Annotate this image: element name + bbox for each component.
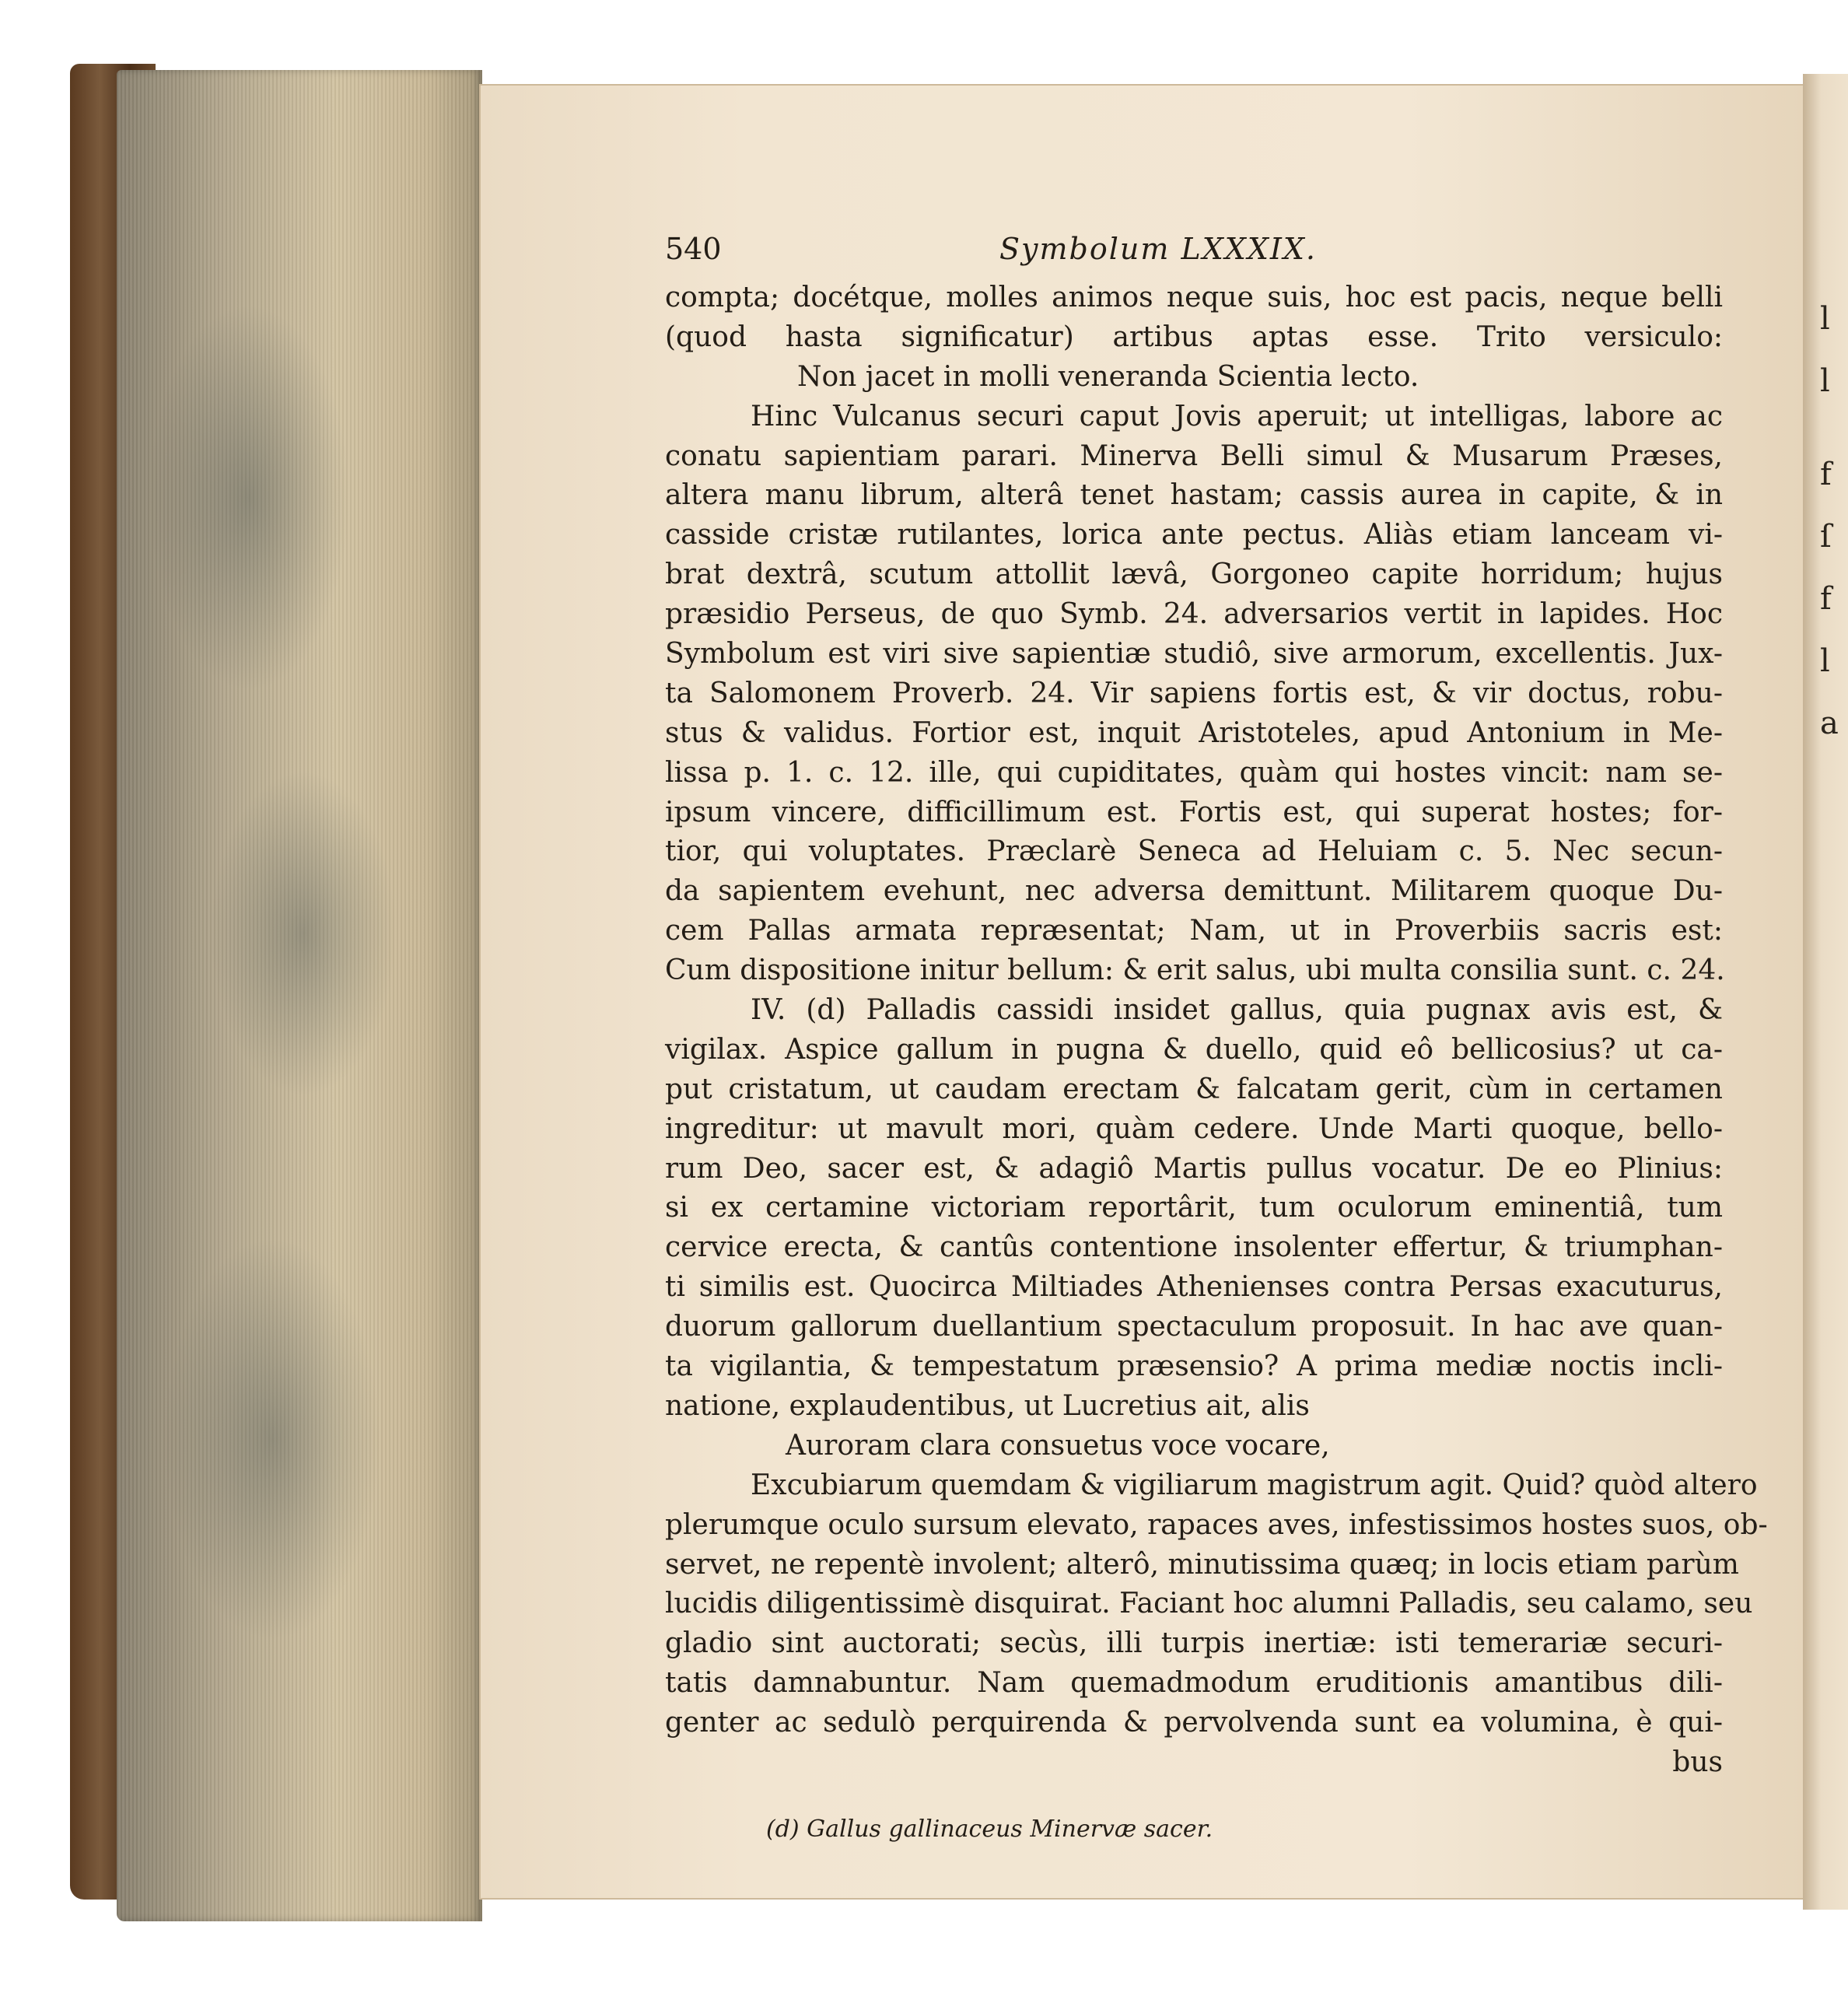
- text-line: Symbolum est viri sive sapientiæ studiô, sive armorum, excellentis. Jux-: [665, 638, 1723, 671]
- text-line: ipsum vincere, difficillimum est. Fortis est, qui superat hostes; for-: [665, 796, 1723, 828]
- footnote: (d) Gallus gallinaceus Minervæ sacer.: [766, 1815, 1213, 1843]
- text-line: ta Salomonem Proverb. 24. Vir sapiens fortis est, & vir doctus, robu-: [665, 677, 1723, 709]
- text-line: præsidio Perseus, de quo Symb. 24. adversarios vertit in lapides. Hoc: [665, 598, 1723, 631]
- text-line: (quod hasta significatur) artibus aptas esse. Trito versiculo:: [665, 320, 1723, 353]
- text-line: ti similis est. Quocirca Miltiades Athenienses contra Persas exacuturus,: [665, 1271, 1723, 1304]
- text-line: lissa p. 1. c. 12. ille, qui cupiditates, quàm qui hostes vincit: nam se-: [665, 756, 1723, 789]
- text-line: gladio sint auctorati; secùs, illi turpis inertiæ: isti temerariæ securi-: [665, 1627, 1723, 1660]
- page-block-fore-edge: [117, 70, 482, 1921]
- text-line: tatis damnabuntur. Nam quemadmodum eruditionis amantibus dili-: [665, 1667, 1723, 1700]
- text-line: tior, qui voluptates. Præclarè Seneca ad Heluiam c. 5. Nec secun-: [665, 835, 1723, 868]
- text-line: Excubiarum quemdam & vigiliarum magistrum agit. Quid? quòd altero: [751, 1469, 1758, 1501]
- text-line: plerumque oculo sursum elevato, rapaces aves, infestissimos hostes suos, ob-: [665, 1508, 1768, 1541]
- text-line: Hinc Vulcanus securi caput Jovis aperuit; ut intelligas, labore ac: [751, 400, 1723, 432]
- text-line: lucidis diligentissimè disquirat. Faciant hoc alumni Palladis, seu calamo, seu: [665, 1588, 1753, 1620]
- facing-page-letters: l l f ſ f l a: [1820, 301, 1839, 741]
- text-line: genter ac sedulò perquirenda & pervolvenda sunt ea volumina, è qui-: [665, 1707, 1723, 1739]
- text-line: ingreditur: ut mavult mori, quàm cedere. Unde Marti quoque, bello-: [665, 1112, 1723, 1145]
- text-line: brat dextrâ, scutum attollit lævâ, Gorgoneo capite horridum; hujus: [665, 559, 1723, 591]
- text-line: rum Deo, sacer est, & adagiô Martis pullus vocatur. De eo Plinius:: [665, 1152, 1723, 1185]
- text-line: natione, explaudentibus, ut Lucretius ait, alis: [665, 1389, 1310, 1422]
- text-line: put cristatum, ut caudam erectam & falcatam gerit, cùm in certamen: [665, 1073, 1723, 1105]
- page-number: 540: [665, 232, 722, 266]
- text-line: servet, ne repentè involent; alterô, minutissima quæq; in locis etiam parùm: [665, 1548, 1739, 1581]
- text-line: conatu sapientiam parari. Minerva Belli simul & Musarum Præses,: [665, 439, 1723, 472]
- running-head: [665, 232, 1723, 278]
- text-line: cem Pallas armata repræsentat; Nam, ut in Proverbiis sacris est:: [665, 915, 1723, 947]
- catchword: bus: [1672, 1746, 1723, 1778]
- text-line: ta vigilantia, & tempestatum præsensio? A prima mediæ noctis incli-: [665, 1350, 1723, 1383]
- verse-line: Non jacet in molli veneranda Scientia lecto.: [797, 360, 1419, 393]
- text-line: vigilax. Aspice gallum in pugna & duello, quid eô bellicosius? ut ca-: [665, 1033, 1723, 1066]
- text-line: da sapientem evehunt, nec adversa demittunt. Militarem quoque Du-: [665, 875, 1723, 908]
- text-line: stus & validus. Fortior est, inquit Aristoteles, apud Antonium in Me-: [665, 716, 1723, 749]
- text-line: compta; docétque, molles animos neque suis, hoc est pacis, neque belli: [665, 282, 1723, 313]
- text-line: si ex certamine victoriam reportârit, tum oculorum eminentiâ, tum: [665, 1192, 1723, 1224]
- text-line: IV. (d) Palladis cassidi insidet gallus, quia pugnax avis est, &: [751, 994, 1723, 1027]
- text-line: cervice erecta, & cantûs contentione insolenter effertur, & triumphan-: [665, 1231, 1723, 1264]
- text-line: Cum dispositione initur bellum: & erit salus, ubi multa consilia sunt. c. 24.: [665, 954, 1725, 987]
- text-line: altera manu librum, alterâ tenet hastam; cassis aurea in capite, & in: [665, 479, 1723, 512]
- text-line: duorum gallorum duellantium spectaculum proposuit. In hac ave quan-: [665, 1311, 1723, 1343]
- verse-line: Auroram clara consuetus voce vocare,: [786, 1429, 1330, 1462]
- running-title: Symbolum LXXXIX.: [999, 232, 1318, 266]
- page-text-block: [665, 232, 1768, 1843]
- text-line: casside cristæ rutilantes, lorica ante pectus. Aliàs etiam lanceam vi-: [665, 519, 1723, 552]
